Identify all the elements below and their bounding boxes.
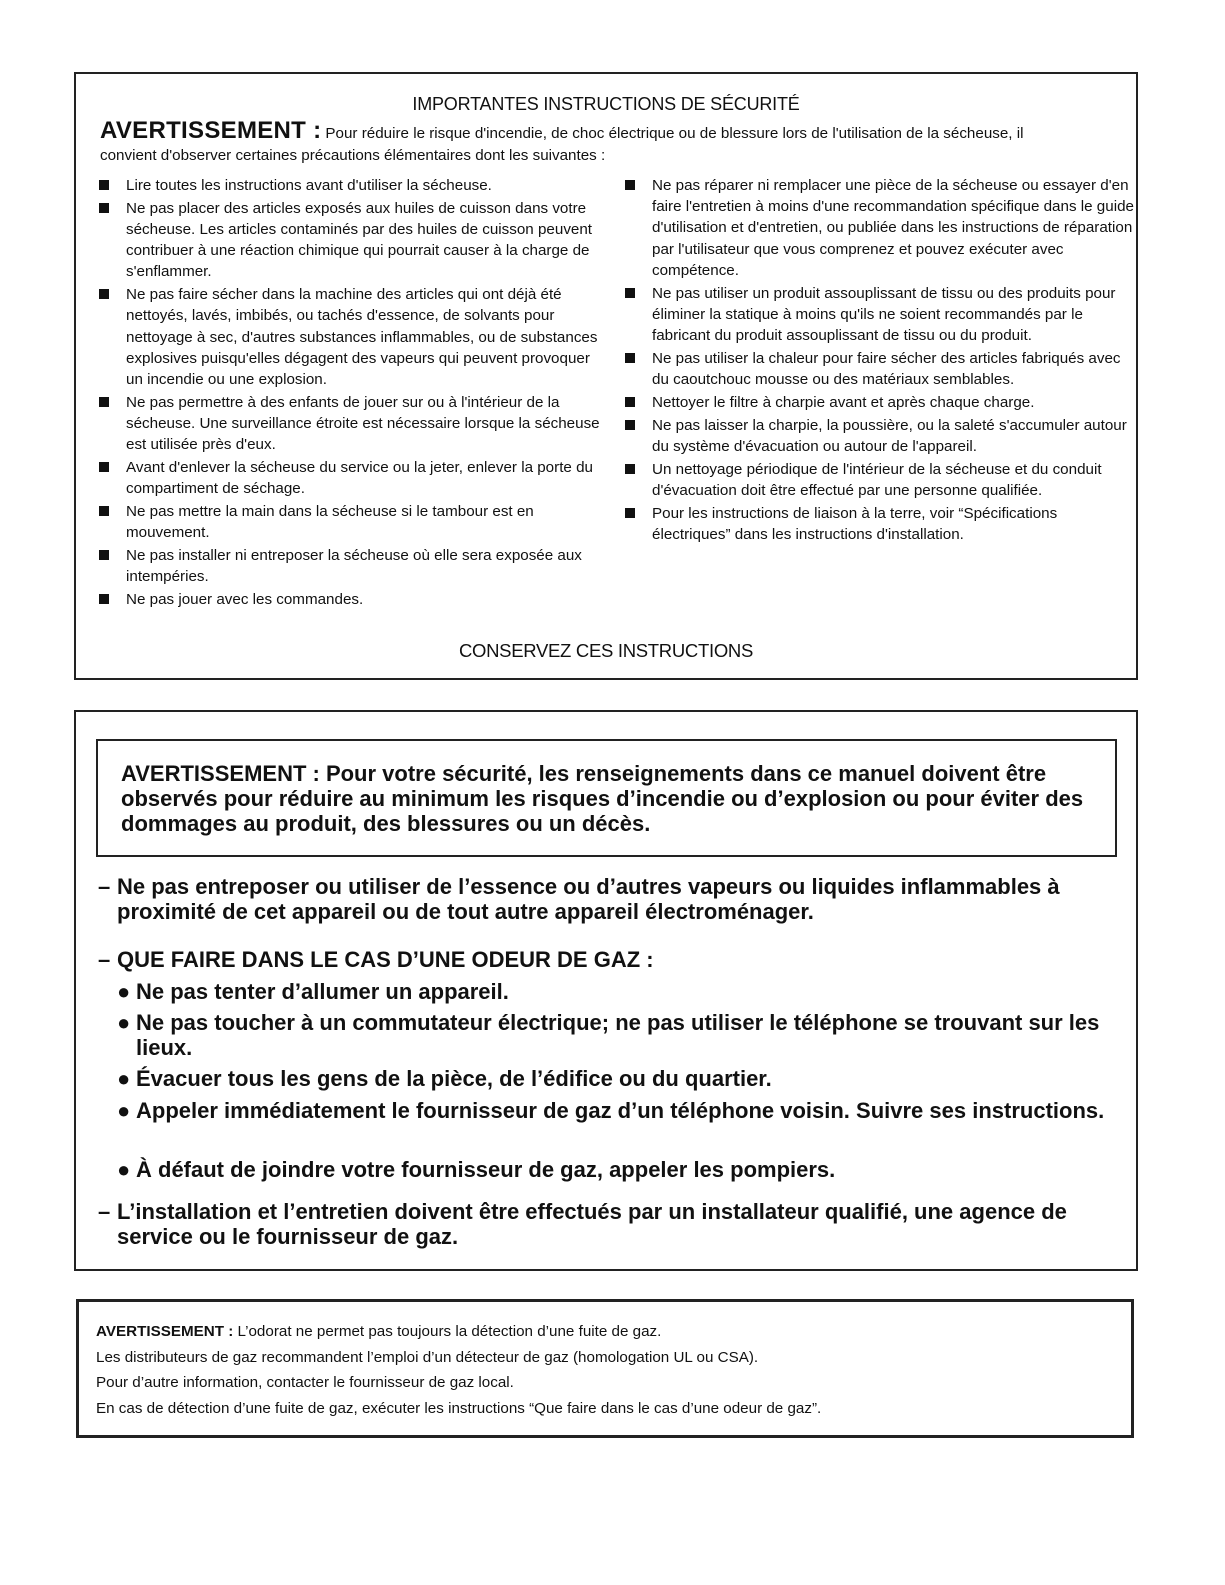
list-item: Ne pas permettre à des enfants de jouer sur ou à l'intérieur de la sécheuse. Une surveillance étroite est nécessaire lorsque la sécheuse est utilisée près d'eux. (96, 392, 604, 456)
list-item: Avant d'enlever la sécheuse du service ou la jeter, enlever la porte du compartiment de séchage. (96, 457, 604, 499)
right-instruction-list (622, 175, 1134, 547)
intro-text: Pour réduire le risque d'incendie, de choc électrique ou de blessure lors de l'utilisation de la sécheuse, il convient d'observer certaines précautions élémentaires dont les suivantes : (100, 125, 1024, 164)
detection-line-3: Pour d’autre information, contacter le fournisseur de gaz local. (96, 1374, 514, 1391)
safety-warning-text: AVERTISSEMENT : Pour votre sécurité, les renseignements dans ce manuel doivent être observés pour réduire au minimum les risques d’incendie ou d’explosion ou pour éviter des dommages au produit, des blessures ou un décès. (121, 761, 1084, 836)
detection-line-4: En cas de détection d’une fuite de gaz, exécuter les instructions “Que faire dans le cas d’une odeur de gaz”. (96, 1399, 822, 1417)
detection-line-1: AVERTISSEMENT : L’odorat ne permet pas toujours la détection d’une fuite de gaz. (96, 1323, 662, 1340)
safety-warning-frame (96, 739, 1117, 857)
square-bullet-icon (625, 397, 635, 407)
bullet-icon: ● (117, 979, 131, 1004)
list-item: Ne pas laisser la charpie, la poussière, ou la saleté s'accumuler autour du système d'évacuation ou autour de l'appareil. (622, 415, 1134, 457)
safety-intro (100, 117, 1076, 167)
gas-item-storage: – Ne pas entreposer ou utiliser de l’essence ou d’autres vapeurs ou liquides inflammables à proximité de cet appareil ou de tout autre appareil électroménager. (98, 874, 1060, 924)
bullet-icon: ● (117, 1066, 131, 1091)
list-item: Lire toutes les instructions avant d'utiliser la sécheuse. (96, 175, 604, 196)
square-bullet-icon (99, 550, 109, 560)
list-item: Un nettoyage périodique de l'intérieur de la sécheuse et du conduit d'évacuation doit être effectué par une personne qualifiée. (622, 459, 1134, 501)
list-item: Ne pas placer des articles exposés aux huiles de cuisson dans votre sécheuse. Les articles contaminés par des huiles de cuisson peuvent contribuer à une réaction chimique qui pourrait causer à la charge de s'enflammer. (96, 198, 604, 283)
square-bullet-icon (99, 397, 109, 407)
gas-item-odor-heading: – QUE FAIRE DANS LE CAS D’UNE ODEUR DE GAZ : (98, 947, 654, 972)
dash-marker: – (98, 947, 111, 972)
square-bullet-icon (99, 180, 109, 190)
detection-line-2: Les distributeurs de gaz recommandent l’emploi d’un détecteur de gaz (homologation UL ou CSA). (96, 1348, 759, 1366)
gas-bullet: ● À défaut de joindre votre fournisseur de gaz, appeler les pompiers. (117, 1157, 836, 1182)
list-item: Nettoyer le filtre à charpie avant et après chaque charge. (622, 392, 1134, 413)
gas-warning-box (74, 710, 1138, 1271)
list-item: Ne pas mettre la main dans la sécheuse si le tambour est en mouvement. (96, 501, 604, 543)
list-item: Ne pas faire sécher dans la machine des articles qui ont déjà été nettoyés, lavés, imbibés, ou tachés d'essence, de solvants pour nettoyage à sec, d'autres substances inflammables, ou de substances explosives puisqu'elles dégagent des vapeurs qui peuvent provoquer un incendie ou une explosion. (96, 284, 604, 390)
list-item: Ne pas utiliser la chaleur pour faire sécher des articles fabriqués avec du caoutchouc mousse ou des matériaux semblables. (622, 348, 1134, 390)
square-bullet-icon (99, 594, 109, 604)
gas-bullet: ● Appeler immédiatement le fournisseur de gaz d’un téléphone voisin. Suivre ses instructions. (117, 1098, 1105, 1123)
square-bullet-icon (99, 203, 109, 213)
dash-marker: – (98, 1199, 111, 1224)
dash-marker: – (98, 874, 111, 899)
square-bullet-icon (625, 508, 635, 518)
list-item: Ne pas jouer avec les commandes. (96, 589, 604, 610)
list-item: Ne pas utiliser un produit assouplissant de tissu ou des produits pour éliminer la statique à moins qu'ils ne soient recommandés par le fabricant du produit assouplissant de tissu ou du produit. (622, 283, 1134, 347)
list-item: Pour les instructions de liaison à la terre, voir “Spécifications électriques” dans les instructions d'installation. (622, 503, 1134, 545)
left-instruction-list (96, 175, 604, 612)
gas-bullet: ● Évacuer tous les gens de la pièce, de l’édifice ou du quartier. (117, 1066, 772, 1091)
square-bullet-icon (99, 462, 109, 472)
square-bullet-icon (625, 464, 635, 474)
square-bullet-icon (99, 289, 109, 299)
square-bullet-icon (625, 288, 635, 298)
list-item: Ne pas réparer ni remplacer une pièce de la sécheuse ou essayer d'en faire l'entretien à moins d'une recommandation spécifique dans le guide d'utilisation et d'entretien, ou publiée dans les instructions de réparation par l'utilisateur que vous comprenez et pouvez exécuter avec compétence. (622, 175, 1134, 281)
list-item: Ne pas installer ni entreposer la sécheuse où elle sera exposée aux intempéries. (96, 545, 604, 587)
safety-title: IMPORTANTES INSTRUCTIONS DE SÉCURITÉ (412, 94, 800, 114)
square-bullet-icon (99, 506, 109, 516)
warning-label: AVERTISSEMENT : (96, 1323, 234, 1340)
bullet-icon: ● (117, 1098, 131, 1123)
square-bullet-icon (625, 353, 635, 363)
warning-label: AVERTISSEMENT : (100, 117, 322, 144)
square-bullet-icon (625, 180, 635, 190)
square-bullet-icon (625, 420, 635, 430)
bullet-icon: ● (117, 1010, 131, 1035)
gas-bullet: ● Ne pas toucher à un commutateur électrique; ne pas utiliser le téléphone se trouvant sur les lieux. (117, 1010, 1100, 1060)
gas-bullet: ● Ne pas tenter d’allumer un appareil. (117, 979, 509, 1004)
bullet-icon: ● (117, 1157, 131, 1182)
gas-item-installation: – L’installation et l’entretien doivent être effectués par un installateur qualifié, une agence de service ou le fournisseur de gaz. (98, 1199, 1067, 1249)
safety-instructions-box (74, 72, 1138, 680)
save-instructions-footer: CONSERVEZ CES INSTRUCTIONS (458, 640, 754, 661)
gas-detection-text (96, 1319, 821, 1421)
gas-detection-box (76, 1299, 1134, 1438)
